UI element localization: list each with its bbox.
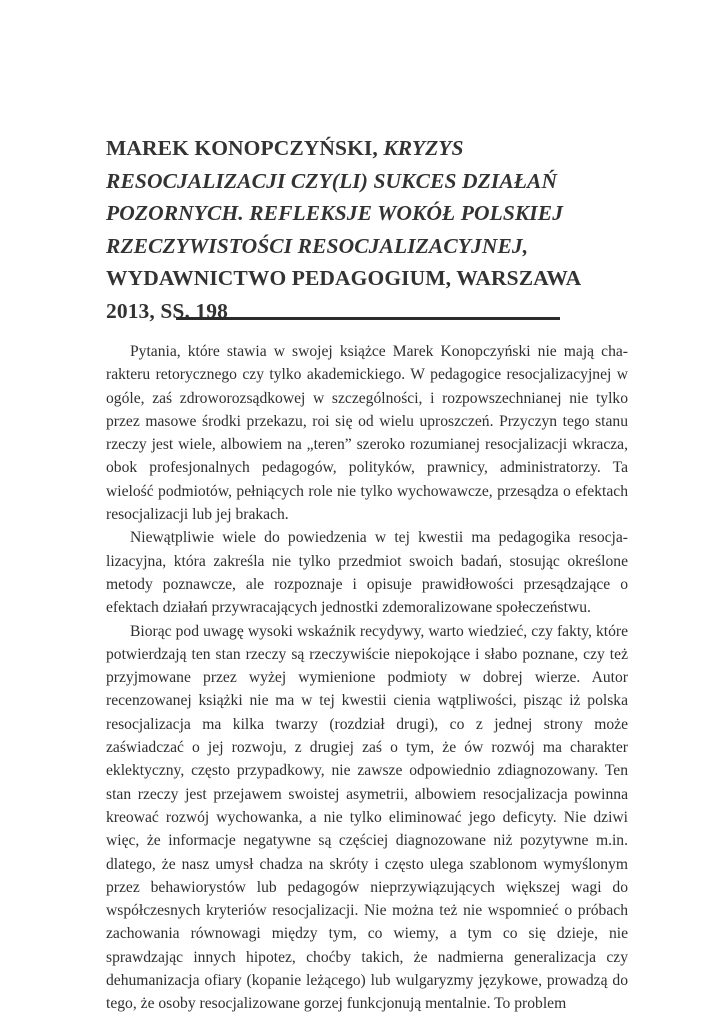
review-body bbox=[106, 340, 628, 1016]
review-author: MAREK KONOPCZYŃSKI, bbox=[106, 136, 378, 160]
body-paragraph-2: Niewątpliwie wiele do powiedzenia w tej kwestii ma pedagogika resocjalizacyjna, która zakreśla nie tylko przedmiot swoich badań, stosując określone metody poznawcze, ale rozpoznaje i opisuje prawidłowości przesądzające o efektach działań przywracających jednostki zdemoralizowane społeczeństwu. bbox=[106, 529, 628, 617]
review-publisher-info: WYDAWNICTWO PEDAGOGIUM, WARSZAWA 2013, SS. 198 bbox=[106, 266, 581, 323]
body-paragraph-1: Pytania, które stawia w swojej książce Marek Konopczyński nie mają charakteru retorycznego czy tylko akademickiego. W pedagogice resocjalizacyjnej w ogóle, zaś zdroworozsądkowej w szczególności, i rozpowszechnianej nie tylko przez masowe środki przekazu, roi się od wielu uproszczeń. Przyczyn tego stanu rzeczy jest wiele, albowiem na „teren” szeroko rozumianej resocjalizacji wkracza, obok profesjonalnych pedagogów, polityków, prawnicy, administratorzy. Ta wielość podmiotów, pełniących role nie tylko wychowawcze, przesądza o efektach resocjalizacji lub jej brakach. bbox=[106, 343, 628, 524]
review-book-title: KRYZYS RESOCJALIZACJI CZY(LI) SUKCES DZIAŁAŃ POZORNYCH. REFLEKSJE WOKÓŁ POLSKIEJ RZECZYWISTOŚCI RESOCJALIZACYJNEJ, bbox=[106, 136, 564, 258]
review-heading bbox=[106, 132, 626, 327]
body-paragraph-3: Biorąc pod uwagę wysoki wskaźnik recydywy, warto wiedzieć, czy fakty, które potwierdzają ten stan rzeczy są rzeczywiście niepokojące i słabo poznane, czy też przyjmowane przez wyżej wymienione podmioty w dobrej wierze. Autor recenzowanej książki nie ma w tej kwestii cienia wątpliwości, pisząc iż polska resocjalizacja ma kilka twarzy (rozdział drugi), co z jednej strony może zaświadczać o jej rozwoju, z drugiej zaś o tym, że ów rozwój ma charakter eklektyczny, często przypadkowy, nie zawsze odpowiednio zdiagnozowany. Ten stan rzeczy jest przejawem swoistej asymetrii, albowiem resocjalizacja powinna kreować rozwój wychowanka, a nie tylko eliminować jego deficyty. Nie dziwi więc, że informacje negatywne są częściej diagnozowane niż pozytywne m.in. dlatego, że nasz umysł chadza na skróty i często ulega szablonom wymyślonym przez behawiorystów lub pedagogów nieprzywiązujących większej wagi do współczesnych kryteriów resocjalizacji. Nie można też nie wspomnieć o próbach zachowania równowagi między tym, co wiemy, a tym co się dzieje, nie sprawdzając innych hipotez, choćby takich, że nadmierna generalizacja czy dehumanizacja ofiary (kopanie leżącego) lub wulgaryzmy językowe, prowadzą do tego, że osoby resocjalizowane gorzej funkcjonują mentalnie. To problem bbox=[106, 622, 628, 1013]
heading-divider bbox=[176, 317, 560, 320]
